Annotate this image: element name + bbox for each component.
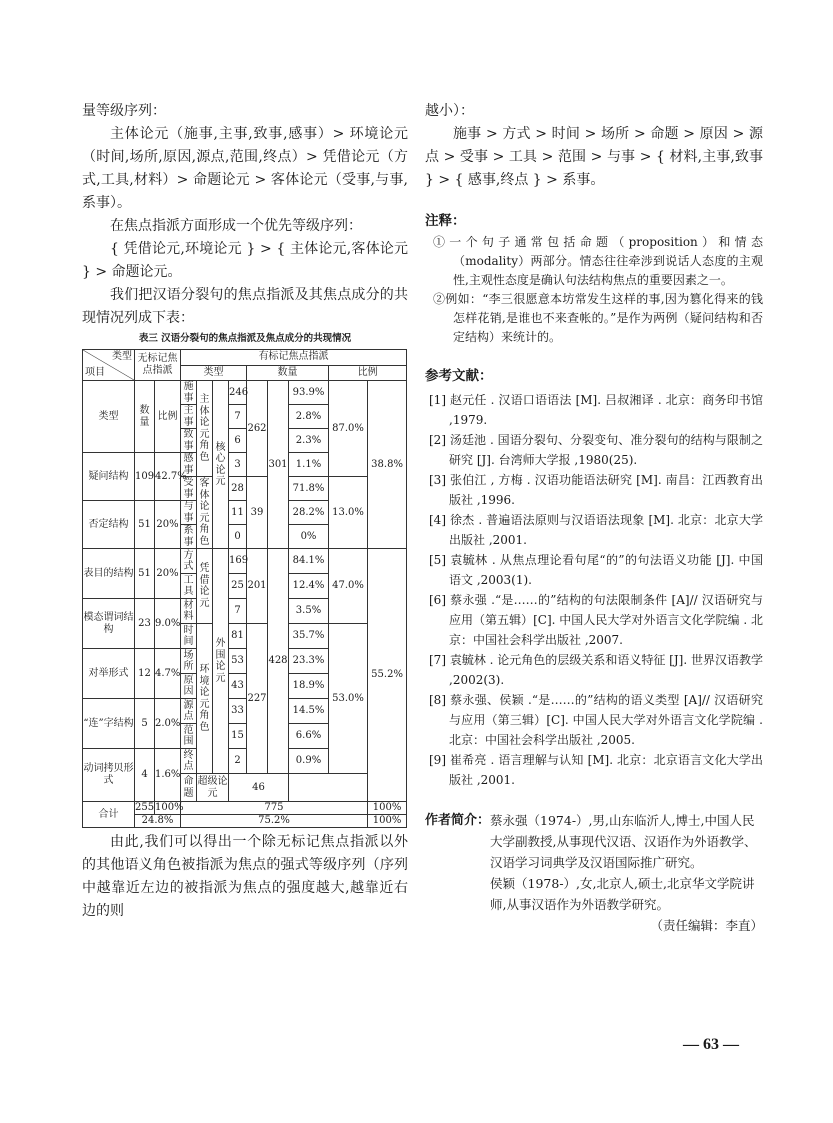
subtotal-cell: 227 — [247, 624, 268, 774]
role-cell: 工具 — [181, 574, 197, 599]
subtotal-cell: 201 — [247, 549, 268, 624]
row-label: 动词拷贝形式 — [83, 749, 135, 802]
paragraph: 量等级序列： — [82, 103, 166, 119]
percent-cell: 2.0% — [155, 699, 181, 749]
left-column — [82, 100, 408, 923]
paragraph: 我们把汉语分裂句的焦点指派及其焦点成分的共现情况列成下表： — [82, 287, 408, 326]
percent-cell: 20% — [155, 549, 181, 599]
row-label: “连”字结构 — [83, 699, 135, 749]
role-cell: 受事 — [181, 477, 197, 501]
reference-item: [5] 袁毓林 . 从焦点理论看句尾“的”的句法语义功能 [J]. 中国语文 ,2003(1). — [429, 553, 763, 587]
right-column — [425, 100, 763, 936]
percent-cell: 12.4% — [289, 574, 329, 599]
paragraph: { 凭借论元,环境论元 } > { 主体论元,客体论元 } > 命题论元。 — [82, 241, 408, 280]
total-cell: 100% — [155, 802, 184, 813]
percent-cell: 38.8% — [368, 381, 407, 549]
percent-cell: 28.2% — [289, 501, 329, 525]
percent-cell: 1.6% — [155, 749, 181, 802]
percent-cell: 53.0% — [329, 624, 368, 774]
role-cell: 感事 — [181, 453, 197, 477]
role-cell: 施事 — [181, 381, 197, 405]
group-cell: 环境论元角色 — [197, 624, 213, 774]
group-cell: 外围论元 — [213, 549, 229, 774]
reference-item: [2] 汤廷池 . 国语分裂句、分裂变句、准分裂句的结构与限制之研究 [J]. 台湾师大学报 ,1980(25). — [429, 433, 763, 467]
row-label: 对举形式 — [83, 649, 135, 699]
count-cell: 11 — [229, 501, 247, 525]
role-cell: 主事 — [181, 405, 197, 429]
percent-cell: 0.9% — [289, 749, 329, 774]
role-cell: 时间 — [181, 624, 197, 649]
subtotal-cell: 262 — [247, 381, 268, 477]
role-cell: 材料 — [181, 599, 197, 624]
col-type: 类型 — [83, 381, 135, 453]
marked-header: 有标记焦点指派 — [181, 350, 407, 366]
note-item: ①一个句子通常包括命题（proposition）和情态（modality）两部分。情态往往牵涉到说话人态度的主观性,主观性态度是确认句法结构焦点的重要因素之一。 — [433, 235, 763, 287]
subheader-ratio: 比例 — [329, 365, 407, 381]
subtotal-cell: 428 — [268, 549, 289, 774]
reference-item: [3] 张伯江 , 方梅 . 汉语功能语法研究 [M]. 南昌：江西教育出版社 ,1996. — [429, 473, 763, 507]
count-cell: 5 — [135, 699, 155, 749]
percent-cell: 55.2% — [368, 549, 407, 802]
col-ratio: 比例 — [155, 381, 181, 453]
role-cell: 命题 — [181, 774, 197, 802]
percent-cell: 6.6% — [289, 724, 329, 749]
subtotal-cell: 39 — [247, 477, 268, 549]
reference-item: [4] 徐杰 . 普遍语法原则与汉语语法现象 [M]. 北京：北京大学出版社 ,2001. — [429, 513, 763, 547]
row-label: 模态谓词结构 — [83, 599, 135, 649]
total-cell: 255 — [135, 802, 155, 813]
role-cell: 源点 — [181, 699, 197, 724]
table-corner: 类型 项目 — [83, 350, 135, 381]
paragraph: 由此,我们可以得出一个除无标记焦点指派以外的其他语义角色被指派为焦点的强式等级序列（序列中越靠近左边的被指派为焦点的强度越大,越靠近右边的则 — [82, 834, 408, 919]
group-cell: 客体论元角色 — [197, 477, 213, 549]
percent-cell: 93.9% — [289, 381, 329, 405]
paragraph: 越小）： — [425, 103, 474, 119]
count-cell: 51 — [135, 549, 155, 599]
percent-cell: 2.3% — [289, 429, 329, 453]
role-cell: 场所 — [181, 649, 197, 674]
count-cell: 81 — [229, 624, 247, 649]
percent-cell: 13.0% — [329, 477, 368, 549]
percent-cell: 84.1% — [289, 549, 329, 574]
row-label: 否定结构 — [83, 501, 135, 549]
count-cell: 51 — [135, 501, 155, 549]
percent-cell: 14.5% — [289, 699, 329, 724]
count-cell: 6 — [229, 429, 247, 453]
row-label: 疑问结构 — [83, 453, 135, 501]
reference-item: [9] 崔希亮 . 语言理解与认知 [M]. 北京：北京语言文化大学出版社 ,2001. — [429, 753, 763, 787]
paragraph: 施事 > 方式 > 时间 > 场所 > 命题 > 原因 > 源点 > 受事 > 工具 > 范围 > 与事 > { 材料,主事,致事 } > { 感事,终点 } > 系事。 — [425, 126, 763, 188]
reference-item: [1] 赵元任 . 汉语口语语法 [M]. 吕叔湘译 . 北京：商务印书馆 ,1979. — [429, 393, 763, 427]
count-cell: 169 — [229, 549, 247, 574]
unmarked-header: 无标记焦点指派 — [135, 350, 181, 381]
row-label: 合计 — [83, 802, 135, 828]
count-cell: 7 — [229, 599, 247, 624]
count-cell: 109 — [135, 453, 155, 501]
reference-item: [7] 袁毓林 . 论元角色的层级关系和语义特征 [J]. 世界汉语教学 ,2002(3). — [429, 653, 763, 687]
row-label: 表目的结构 — [83, 549, 135, 599]
group-cell: 核心论元 — [213, 381, 229, 549]
percent-cell: 1.1% — [289, 453, 329, 477]
group-cell: 超级论元 — [197, 774, 229, 802]
author-bio — [425, 810, 763, 936]
page-number: — 63 — — [683, 1036, 739, 1053]
role-cell: 方式 — [181, 549, 197, 574]
subtotal-cell: 301 — [268, 381, 289, 549]
percent-cell: 4.7% — [155, 649, 181, 699]
count-cell: 28 — [229, 477, 247, 501]
data-table — [82, 349, 407, 828]
percent-cell: 35.7% — [289, 624, 329, 649]
reference-item: [8] 蔡永强、侯颖 .“是……的”结构的语义类型 [A]// 汉语研究与应用（第三辑）[C]. 中国人民大学对外语言文化学院编 . 北京：中国社会科学出版社 ,2005. — [429, 693, 763, 747]
total-cell: 75.2% — [181, 815, 368, 828]
count-cell: 23 — [135, 599, 155, 649]
count-cell: 0 — [229, 525, 247, 549]
role-cell: 原因 — [181, 674, 197, 699]
group-cell: 凭借论元 — [197, 549, 213, 624]
subtotal-cell: 46 — [229, 774, 289, 802]
note-item: ②例如：“李三很愿意本坊常发生这样的事,因为篡化得来的钱怎样花销,是谁也不来查帐的。”是作为两例（疑问结构和否定结构）来统计的。 — [433, 292, 763, 344]
total-cell: 24.8% — [135, 815, 181, 828]
col-count: 数量 — [135, 381, 155, 453]
role-cell: 终点 — [181, 749, 197, 774]
total-cell: 100% — [368, 815, 407, 828]
role-cell: 致事 — [181, 429, 197, 453]
count-cell: 33 — [229, 699, 247, 724]
percent-cell: 0% — [289, 525, 329, 549]
author-entry: 侯颖（1978-）,女,北京人,硕士,北京华文学院讲师,从事汉语作为外语教学研究。 — [490, 876, 755, 912]
editor-credit: （责任编辑：李直） — [650, 918, 763, 933]
count-cell: 3 — [229, 453, 247, 477]
percent-cell: 3.5% — [289, 599, 329, 624]
count-cell: 4 — [135, 749, 155, 802]
subheader-count: 数量 — [247, 365, 329, 381]
table-caption: 表三 汉语分裂句的焦点指派及焦点成分的共现情况 — [138, 333, 352, 344]
percent-cell: 9.0% — [155, 599, 181, 649]
paragraph: 在焦点指派方面形成一个优先等级序列： — [110, 218, 362, 234]
count-cell: 53 — [229, 649, 247, 674]
references-heading: 参考文献： — [425, 368, 493, 384]
percent-cell: 23.3% — [289, 649, 329, 674]
reference-item: [6] 蔡永强 .“是……的”结构的句法限制条件 [A]// 汉语研究与应用（第五辑）[C]. 中国人民大学对外语言文化学院编 . 北京：中国社会科学出版社 ,2007. — [429, 593, 763, 647]
percent-cell: 71.8% — [289, 477, 329, 501]
role-cell: 系事 — [181, 525, 197, 549]
percent-cell: 18.9% — [289, 674, 329, 699]
role-cell: 范围 — [181, 724, 197, 749]
subheader-type: 类型 — [181, 365, 247, 381]
count-cell: 246 — [229, 381, 247, 405]
total-cell: 100% — [368, 802, 407, 815]
author-entry: 蔡永强（1974-）,男,山东临沂人,博士,中国人民大学副教授,从事现代汉语、汉语作为外语教学、汉语学习词典学及汉语国际推广研究。 — [490, 813, 757, 870]
percent-cell: 87.0% — [329, 381, 368, 477]
percent-cell: 47.0% — [329, 549, 368, 624]
total-cell: 775 — [181, 802, 368, 815]
notes-heading: 注释： — [425, 213, 466, 229]
percent-cell: 20% — [155, 501, 181, 549]
count-cell: 2 — [229, 749, 247, 774]
percent-cell: 42.7% — [155, 453, 181, 501]
role-cell: 与事 — [181, 501, 197, 525]
percent-cell: 2.8% — [289, 405, 329, 429]
count-cell: 15 — [229, 724, 247, 749]
group-cell: 主体论元角色 — [197, 381, 213, 477]
count-cell: 7 — [229, 405, 247, 429]
count-cell: 12 — [135, 649, 155, 699]
paragraph: 主体论元（施事,主事,致事,感事）> 环境论元（时间,场所,原因,源点,范围,终点）> 凭借论元（方式,工具,材料）> 命题论元 > 客体论元（受事,与事,系事）。 — [82, 126, 408, 211]
count-cell: 25 — [229, 574, 247, 599]
count-cell: 43 — [229, 674, 247, 699]
author-label: 作者简介： — [425, 813, 491, 828]
